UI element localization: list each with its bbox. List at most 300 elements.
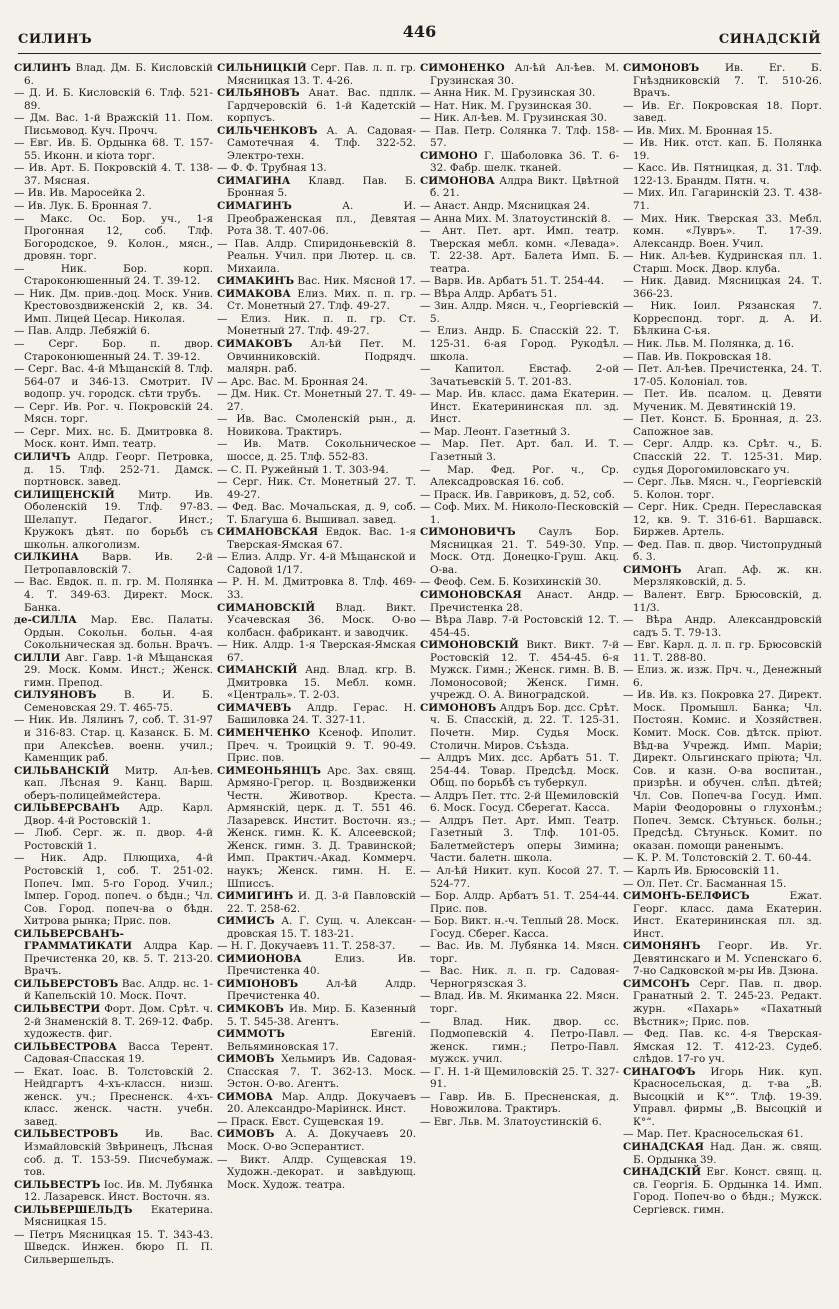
entry-surname: СИЛЬНИЦКІЙ: [217, 62, 307, 74]
entry-text: — Пав. Алдр. Спиридоньевскій 8. Реальн. Учил. при Лютер. ц. св. Михаила.: [217, 237, 416, 275]
directory-entry: [623, 852, 822, 865]
directory-entry: [623, 137, 822, 162]
directory-entry: [420, 639, 619, 702]
entry-surname: СИМИОНОВА: [217, 952, 302, 965]
directory-entry: [14, 200, 213, 213]
entry-text: Алдръ Бор. дсс. Срѣт. ч. Б. Спасскій, д. 22. Т. 125-31. Почетн. Мир. Судья Моск. Столичн. Миров. Съѣзда.: [430, 701, 619, 752]
entry-text: — Екат. Іоас. В. Толстовскій 2. Нейдгартъ 4-хъ-классн. низш. женск. уч.; Пресненск. 4-хъ-класс. женск. частн. учебн. завед.: [14, 1065, 213, 1128]
directory-entry: [420, 225, 619, 275]
directory-entry: [623, 940, 822, 978]
directory-entry: [217, 978, 416, 1003]
directory-entry: [14, 363, 213, 401]
entry-text: — Ол. Пет. Сг. Басманная 15.: [623, 877, 787, 890]
directory-entry: [217, 1053, 416, 1091]
entry-text: — Ив. Ег. Покровская 18. Порт. завед.: [623, 99, 822, 125]
entry-surname: СИМОВЪ: [217, 1128, 275, 1141]
entry-surname: СИМАКИНЪ: [217, 275, 295, 288]
entry-text: — Ник. Алдр. 1-я Тверская-Ямская 67.: [217, 639, 416, 664]
directory-entry: [420, 1091, 619, 1116]
entry-surname: СИМАКОВЪ: [217, 338, 293, 351]
entry-text: Анд. Влад. кгр. В. Дмитровка 15. Мебл. комн. «Централь». Т. 2-03.: [227, 664, 416, 702]
directory-entry: [217, 664, 416, 702]
entry-text: А. А. Докучаевъ 20. Моск. О-во Эсперантист.: [227, 1128, 416, 1154]
directory-entry: [623, 250, 822, 275]
directory-entry: [623, 890, 822, 940]
entry-text: — Серг. Алдр. кз. Срѣт. ч., Б. Спасскій 22. Т. 125-31. Мир. судья Дорогомиловскаго уч.: [623, 438, 822, 476]
entry-text: — Ив. Матв. Сокольническое шоссе, д. 25. Тлф. 552-83.: [217, 438, 416, 463]
entry-text: — Ив. Вас. Смоленскій рын., д. Новикова. Трактиръ.: [217, 413, 416, 438]
entry-text: — Пет. Ив. псалом. ц. Девяти Мученик. М. Девятинскій 19.: [623, 388, 822, 413]
entry-text: — Ал-ѣй Никит. куп. Косой 27. Т. 524-77.: [420, 865, 619, 890]
entry-text: — Алдръ Пет. ттс. 2-й Щемиловскій 6. Моск. Госуд. Сберегат. Касса.: [420, 789, 619, 815]
entry-text: Ал-ѣй Ал-ѣев. М. Грузинская 30.: [430, 62, 619, 87]
directory-entry: [14, 1128, 213, 1178]
directory-entry: [623, 878, 822, 891]
entry-text: — Серг. Льв. Мясн. ч., Георгіевскій 5. Колон. торг.: [623, 476, 822, 501]
entry-text: Вас. Алдр. нс. 1-й Капельскій 10. Моск. Почт.: [24, 977, 213, 1003]
directory-entry: [217, 702, 416, 727]
entry-text: Саулъ Бор. Мясницкая 21. Т. 549-30. Упр. Моск. Отд. Донецко-Груш. Акц. О-ва.: [430, 526, 619, 576]
entry-text: — Ник. Давид. Мясницкая 24. Т. 366-23.: [623, 275, 822, 300]
directory-entry: [420, 388, 619, 426]
entry-text: — Макс. Ос. Бор. уч., 1-я Прогонная 12, соб. Тлф. Богородское, 9. Колон., мясн., дровян. торг.: [14, 212, 213, 263]
entry-surname: СИЛЬВЕСТРОВА: [14, 1040, 117, 1053]
directory-entry: [217, 501, 416, 526]
entry-text: — Варв. Ив. Арбатъ 51. Т. 254-44.: [420, 275, 605, 288]
directory-entry: [420, 363, 619, 388]
entry-text: — Елиз. ж. изж. Прч. ч., Денежный 6.: [623, 664, 822, 689]
directory-entry: [217, 1028, 416, 1053]
entry-text: Алдра Кар. Пречистенка 20, кв. 5. Т. 213-20. Врачъ.: [24, 940, 213, 978]
entry-text: — Анна Мих. М. Златоустинскій 8.: [420, 212, 611, 225]
directory-entry: [623, 978, 822, 1028]
entry-text: Викт. Викт. 7-й Ростовскій 12. Т. 454-45. 6-я Мужск. Гимн.; Женск. гимн. В. В. Ломоносовой; Женск. Гимн. учрежд. О. А. Виноградской.: [430, 639, 619, 702]
entry-surname: СИМАНОВСКАЯ: [217, 526, 319, 539]
directory-entry: [217, 765, 416, 890]
entry-text: — Зин. Алдр. Мясн. ч., Георгіевскій 5.: [420, 300, 619, 325]
entry-text: — Евг. Льв. М. Златоустинскій 6.: [420, 1115, 602, 1128]
entry-text: — Елиз. Андр. Б. Спасскій 22. Т. 125-31. 6-ая Город. Рукодѣл. школа.: [420, 325, 619, 363]
directory-entry: [623, 639, 822, 664]
directory-entry: [217, 890, 416, 915]
directory-entry: [14, 978, 213, 1003]
directory-entry: [420, 87, 619, 100]
entry-text: — Люб. Серг. ж. п. двор. 4-й Ростовскій 1.: [14, 827, 213, 852]
header-rule: [18, 53, 821, 54]
directory-entry: [420, 426, 619, 439]
directory-entry: [420, 865, 619, 890]
entry-text: — Фед. Пав. п. двор. Чистопрудный б. 3.: [623, 538, 822, 564]
directory-entry: [14, 87, 213, 112]
directory-entry: [420, 890, 619, 915]
directory-entry: [14, 614, 213, 652]
entry-surname: СИМИГИНЪ: [217, 890, 294, 903]
entry-text: — Алдръ Пет. Арт. Имп. Театр. Газетный 3. Тлф. 101-05. Балетмейстеръ оперы Зимина; Части. балетн. школа.: [420, 814, 619, 865]
entry-surname: СИММОТЪ: [217, 1028, 285, 1041]
entry-text: Клавд. Пав. Б. Бронная 5.: [227, 174, 416, 200]
entry-text: Варв. Ив. 2-й Петропавловскій 7.: [24, 551, 213, 576]
entry-text: — Анаст. Андр. Мясницкая 24.: [420, 200, 590, 213]
entry-surname: СИЛИНЪ: [14, 62, 71, 74]
directory-entry: [420, 300, 619, 325]
entry-text: Влад. Дм. Б. Кисловскій 6.: [24, 62, 213, 87]
entry-text: Елиз. Ив. Пречистенка 40.: [227, 952, 416, 978]
entry-surname: СИМОНОВА: [420, 174, 495, 187]
entry-text: — Капитол. Евстаф. 2-ой Зачатьевскій 5. Т. 201-83.: [420, 363, 619, 388]
directory-entry: [217, 62, 416, 87]
column-3: [420, 62, 619, 1302]
entry-surname: СИМСОНЪ: [623, 977, 690, 990]
entry-text: — Серг. Вас. 4-й Мѣщанскій 8. Тлф. 564-07 и 346-13. Смотрит. IV водопр. уч. городск. сѣти трубъ.: [14, 363, 213, 401]
directory-entry: [14, 714, 213, 764]
entry-text: — Ник. Дм. прив.-доц. Моск. Унив. Крестовоздвиженскій 2, кв. 34. Имп. Лицей Цесар. Николая.: [14, 287, 213, 325]
directory-entry: [420, 125, 619, 150]
entry-text: И. Д. 3-й Павловскій 22. Т. 258-62.: [227, 890, 416, 915]
directory-entry: [623, 1028, 822, 1066]
entry-surname: СИЛЬЯНОВЪ: [217, 87, 300, 100]
entry-text: Хельмиръ Ив. Садовая-Спасская 7. Т. 362-13. Моск. Эстон. О-во. Агентъ.: [227, 1053, 416, 1091]
directory-entry: [14, 765, 213, 803]
directory-entry: [420, 275, 619, 288]
directory-entry: [14, 187, 213, 200]
entry-text: — Пет. Конст. Б. Бронная, д. 23. Сапожное зав.: [623, 413, 822, 438]
entry-text: — Мих. Ник. Тверская 33. Мебл. комн. «Лувръ». Т. 17-39. Александр. Воен. Учил.: [623, 212, 822, 250]
entry-text: — Мар. Пет. Арт. бал. И. Т. Газетный 3.: [420, 438, 619, 463]
entry-text: — Соф. Мих. М. Николо-Песковскій 1.: [420, 501, 619, 526]
entry-text: Мар. Алдр. Докучаевъ 20. Александро-Маріинск. Инст.: [227, 1090, 416, 1116]
entry-text: — Ив. Мих. М. Бронная 15.: [623, 124, 773, 137]
directory-entry: [623, 476, 822, 501]
directory-entry: [14, 1041, 213, 1066]
entry-text: Анат. Вас. пдплк. Гардчеровскій 6. 1-й Кадетскій корпусъ.: [227, 87, 416, 125]
directory-entry: [623, 125, 822, 138]
entry-surname: СИЛИЧЪ: [14, 450, 71, 463]
entry-text: — Пав. Алдр. Лебяжій 6.: [14, 325, 151, 338]
entry-text: Игорь Ник. куп. Красносельская, д. т-ва „В. Высоцкій и К°“. Тлф. 19-39. Управл. фирмы „В. Высоцкій и К°“.: [633, 1065, 822, 1128]
header-left-word: СИЛИНЪ: [18, 32, 93, 47]
directory-entry: [420, 325, 619, 363]
entry-text: Мар. Евс. Палаты. Ордын. Сокольн. больн. 4-ая Сокольническая зд. больн. Врачъ.: [24, 614, 213, 652]
entry-text: Серг. Пав. п. двор. Гранатный 2. Т. 245-23. Редакт. журн. «Пахарь» «Пахатный Вѣстник»; Прис. пов.: [633, 977, 822, 1028]
entry-surname: СИЛЬВЕРСТОВЪ: [14, 977, 119, 990]
entry-surname: СИЛЬВЕРСВАНЪ-ГРАММАТИКАТИ: [14, 927, 132, 953]
entry-text: — Нат. Ник. М. Грузинская 30.: [420, 99, 592, 112]
entry-surname: СИМОНЯНЪ: [623, 940, 701, 953]
entry-text: — Евг. Карл. д. л. п. гр. Брюсовскій 11. Т. 288-80.: [623, 639, 822, 664]
entry-text: Евгеній. Вельяминовская 17.: [227, 1028, 416, 1053]
entry-text: — Ив. Ив. Маросейка 2.: [14, 187, 146, 200]
entry-text: Ив. Вас. Измайловскій Звѣринецъ, Лѣсная соб. д. Т. 153-59. Писчебумаж. тов.: [24, 1128, 213, 1179]
directory-entry: [420, 915, 619, 940]
directory-entry: [623, 275, 822, 300]
directory-entry: [217, 1003, 416, 1028]
entry-text: Ив. Мир. Б. Казенный 5. Т. 545-38. Агентъ.: [227, 1003, 416, 1028]
entry-surname: СИМАГИНА: [217, 174, 291, 187]
directory-entry: [217, 125, 416, 163]
header-right-word: СИНАДСКІЙ: [718, 32, 821, 47]
directory-entry: [14, 62, 213, 87]
directory-entry: [420, 589, 619, 614]
entry-surname: СИЛИЩЕНСКІЙ: [14, 488, 115, 501]
directory-entry: [14, 338, 213, 363]
entry-text: — Касс. Ив. Пятницкая, д. 31. Тлф. 122-13. Брандм. Пятн. ч.: [623, 162, 822, 187]
entry-text: В. И. Б. Семеновская 29. Т. 465-75.: [24, 689, 213, 714]
entry-text: — Вас. Евдок. п. п. гр. М. Полянка 4. Т. 349-63. Директ. Моск. Банка.: [14, 576, 213, 614]
directory-entry: [623, 62, 822, 100]
entry-surname: СИМОНЪ-БЕЛФИСЪ: [623, 890, 750, 903]
entry-text: — Влад. Ник. двор. сс. Подмопевскій 4. Петро-Павл. женск. гимн.; Петро-Павл. мужск. учил.: [420, 1015, 619, 1066]
directory-entry: [217, 953, 416, 978]
entry-text: Алдр. Георг. Петровка, д. 15. Тлф. 252-71. Дамск. портновск. завед.: [24, 450, 213, 489]
directory-entry: [623, 187, 822, 212]
column-2: [217, 62, 416, 1302]
directory-entry: [217, 238, 416, 276]
directory-entry: [623, 162, 822, 187]
directory-entry: [420, 614, 619, 639]
column-4: [623, 62, 822, 1302]
entry-text: — Мар. Пет. Красносельская 61.: [623, 1128, 804, 1141]
entry-surname: СИМОНОВЪ: [623, 62, 700, 74]
entry-text: Евдок. Вас. 1-я Тверская-Ямская 67.: [227, 526, 416, 551]
directory-entry: [217, 526, 416, 551]
entry-text: Анаст. Андр. Пречистенка 28.: [430, 588, 619, 614]
directory-entry: [14, 802, 213, 827]
directory-entry: [217, 727, 416, 765]
directory-entry: [14, 288, 213, 326]
entry-surname: СИМАКОВА: [217, 287, 291, 300]
directory-entry: [14, 325, 213, 338]
entry-text: Ежат. Георг. класс. дама Екатерин. Инст. Екатерининская пл. зд. Инст.: [633, 890, 822, 940]
entry-text: — Викт. Алдр. Сущевская 19. Художн.-декорат. и завѣдующ. Моск. Худож. театра.: [217, 1153, 416, 1191]
entry-surname: СИМЕОНЬЯНЦЪ: [217, 764, 321, 777]
directory-entry: [623, 865, 822, 878]
entry-text: — Евг. Ив. Б. Ордынка 68. Т. 157-55. Иконн. и кіота торг.: [14, 137, 213, 162]
directory-entry: [14, 137, 213, 162]
entry-text: А. И. Преображенская пл., Девятая Рота 38. Т. 407-06.: [227, 200, 416, 238]
directory-entry: [623, 100, 822, 125]
entry-text: Георг. Ив. Уг. Девятинскаго и М. Успенскаго 6. 7-но Садковской м-ры Ив. Дзюна.: [633, 940, 822, 978]
page-number: 446: [402, 22, 437, 41]
directory-entry: [217, 1128, 416, 1153]
entry-text: — К. Р. М. Толстовскій 2. Т. 60-44.: [623, 852, 812, 865]
directory-entry: [217, 1091, 416, 1116]
entry-surname: СИНАГОФЪ: [623, 1065, 696, 1078]
entry-surname: СИМАГИНЪ: [217, 200, 292, 213]
directory-entry: [623, 213, 822, 251]
entry-text: Влад. Викт. Усачевская 36. Моск. О-во колбасн. фабрикант. и заводчик.: [227, 601, 416, 639]
entry-text: — Фед. Пав. кс. 4-я Тверская-Ямская 12. Т. 412-23. Судеб. слѣдов. 17-го уч.: [623, 1028, 822, 1066]
entry-text: — Ник. Іоил. Рязанская 7. Корреспонд. торг. д. А. И. Бѣлкина С-ья.: [623, 300, 822, 338]
directory-entry: [420, 501, 619, 526]
directory-entry: [420, 112, 619, 125]
entry-surname: СИЛЬВАНСКІЙ: [14, 764, 110, 777]
directory-entry: [420, 175, 619, 200]
entry-text: Адр. Карл. Двор. 4-й Ростовскій 1.: [24, 802, 213, 827]
directory-entry: [420, 1116, 619, 1129]
directory-entry: [217, 376, 416, 389]
entry-surname: СИЛЬЧЕНКОВЪ: [217, 124, 318, 137]
directory-entry: [217, 940, 416, 953]
entry-surname: СИЛЬВЕСТРИ: [14, 1003, 101, 1016]
directory-entry: [420, 464, 619, 489]
directory-entry: [623, 1166, 822, 1216]
entry-text: — Серг. Ник. Ст. Монетный 27. Т. 49-27.: [217, 476, 416, 501]
entry-text: Евг. Конст. свящ. ц. св. Георгія. Б. Ордынка 14. Имп. Город. Попеч-во о бѣдн.; Мужск. Сергіевск. гимн.: [633, 1166, 822, 1216]
entry-surname: СИМАЧЕВЪ: [217, 701, 292, 714]
entry-text: Васса Терент. Садовая-Спасская 19.: [24, 1040, 213, 1066]
directory-entry: [14, 426, 213, 451]
entry-surname: де-СИЛЛА: [14, 614, 77, 627]
entry-text: А. Г. Сущ. ч. Алексан-дровская 15. Т. 183-21.: [227, 915, 416, 940]
directory-entry: [217, 438, 416, 463]
entry-text: — Н. Г. Докучаевъ 11. Т. 258-37.: [217, 940, 396, 953]
entry-text: Форт. Дом. Срѣт. ч. 2-й Знаменскій 8. Т. 269-12. Фабр. художеств. фиг.: [24, 1003, 213, 1041]
entry-text: — Бор. Алдр. Арбатъ 51. Т. 254-44. Прис. пов.: [420, 890, 619, 915]
entry-surname: СИЛЬВЕРШЕЛЬДЪ: [14, 1203, 133, 1216]
entry-text: — С. П. Ружейный 1. Т. 303-94.: [217, 463, 389, 476]
directory-entry: [420, 100, 619, 113]
page-header: [18, 8, 821, 52]
directory-entry: [217, 313, 416, 338]
entry-text: — Ник. Ив. Лялинъ 7, соб. Т. 31-97 и 316-83. Стар. ц. Казанск. Б. М. при Алексѣев. военн. учил.; Каменщик раб.: [14, 714, 213, 765]
directory-entry: [217, 639, 416, 664]
entry-text: — Влад. Ив. М. Якиманка 22. Мясн. торг.: [420, 990, 619, 1016]
entry-text: Елиз. Мих. п. п. гр. Ст. Монетный 27. Тлф. 49-27.: [227, 287, 416, 313]
entry-text: Алдр. Герас. Н. Башиловка 24. Т. 327-11.: [227, 701, 416, 727]
directory-entry: [623, 363, 822, 388]
entry-text: — Гавр. Ив. Б. Пресненская, д. Новожилова. Трактиръ.: [420, 1090, 619, 1116]
directory-entry: [217, 551, 416, 576]
entry-surname: СИМОВЪ: [217, 1053, 275, 1066]
directory-entry: [623, 614, 822, 639]
directory-entry: [420, 150, 619, 175]
entry-surname: СИМЕНЧЕНКО: [217, 726, 311, 739]
directory-entry: [14, 827, 213, 852]
entry-surname: СИЛЬВЕСТРОВЪ: [14, 1128, 119, 1141]
entry-text: — Алдръ Мих. дсс. Арбатъ 51. Т. 254-44. Товар. Предсѣд. Моск. Общ. по борьбѣ съ туберкул.: [420, 752, 619, 790]
entry-text: Вас. Ник. Мясной 17.: [297, 275, 416, 288]
entry-surname: СИМОНОВИЧЪ: [420, 526, 516, 539]
directory-entry: [217, 1154, 416, 1192]
entry-text: Ал-ѣй Пет. М. Овчинниковскій. Подрядч. малярн. раб.: [227, 338, 416, 376]
entry-text: А. А. Садовая-Самотечная 4. Тлф. 322-52. Электро-техн.: [227, 124, 416, 162]
directory-entry: [420, 1016, 619, 1066]
entry-text: Агап. Аф. ж. кн. Мерзляковскій, д. 5.: [633, 563, 822, 589]
entry-text: — Пет. Ал-ѣев. Пречистенка, 24. Т. 17-05. Колоніал. тов.: [623, 363, 822, 388]
directory-entry: [217, 602, 416, 640]
directory-entry: [217, 915, 416, 940]
entry-text: — Вас. Ив. М. Лубянка 14. Мясн. торг.: [420, 940, 619, 965]
entry-surname: СИМОНО: [420, 149, 478, 162]
entry-surname: СИМОНОВСКАЯ: [420, 588, 522, 601]
directory-entry: [420, 213, 619, 226]
entry-text: — Ник. Ал-ѣев. Кудринская пл. 1. Старш. Моск. Двор. клуба.: [623, 250, 822, 275]
entry-surname: СИЛЛИ: [14, 651, 61, 664]
entry-text: — Дм. Ник. Ст. Монетный 27. Т. 49-27.: [217, 388, 416, 413]
directory-entry: [217, 275, 416, 288]
entry-text: — Петръ Мясницкая 15. Т. 343-43. Шведск. Инжен. бюро П. П. Сильвершельдъ.: [14, 1228, 213, 1266]
entry-text: — Мар. Фед. Рог. ч., Ср. Алексадровская 16. соб.: [420, 463, 619, 489]
directory-entry: [623, 338, 822, 351]
entry-text: — Г. Н. 1-й Щемиловскій 25. Т. 327-91.: [420, 1065, 619, 1091]
entry-text: — Мих. Ил. Гагаринскій 23. Т. 438-71.: [623, 187, 822, 213]
entry-text: Арс. Зах. свящ. Армяно-Грегор. ц. Воздвиженки Честн. Животвор. Креста. Армянскій, церк. д. Т. 551 46. Лазаревск. Инстит. Восточн. яз.; Женск. гимн. К. К. Алсеевской; Женск. гимн. З. Д. Травинской; Имп. Практич.-Акад. Коммерч. наукъ; Женск. гимн. Н. Е. Шписсъ.: [227, 764, 416, 890]
entry-text: — Елиз. Ник. п. п. гр. Ст. Монетный 27. Тлф. 49-27.: [217, 312, 416, 338]
entry-text: — Вас. Ник. л. п. гр. Садовая-Черногрязская 3.: [420, 965, 619, 990]
entry-surname: СИЛУЯНОВЪ: [14, 689, 97, 702]
entry-surname: СИМОВА: [217, 1090, 273, 1103]
directory-entry: [14, 652, 213, 690]
directory-entry: [217, 288, 416, 313]
directory-entry: [623, 539, 822, 564]
directory-entry: [14, 213, 213, 263]
directory-entry: [14, 1229, 213, 1267]
directory-entry: [217, 576, 416, 601]
entry-text: — Мар. Ив. класс. дама Екатерин. Инст. Екатерининская пл. зд. Инст.: [420, 388, 619, 426]
entry-text: — Пав. Петр. Солянка 7. Тлф. 158-57.: [420, 124, 619, 150]
directory-entry: [14, 576, 213, 614]
directory-entry: [623, 589, 822, 614]
directory-entry: [623, 1128, 822, 1141]
entry-surname: СИЛЬВЕСТРЪ: [14, 1178, 101, 1191]
entry-text: — Ив. Ив. кз. Покровка 27. Директ. Моск. Промышл. Банка; Чл. Постоян. Комис. и Хозяйствен. Комит. Моск. Сов. дѣтск. пріют. Вѣд-ва Учрежд. Имп. Маріи; Директ. Ольгинскаго пріюта; Чл. Сов. и казн. О-ва воспитан., призрѣн. и обучен. слѣп. дѣтей; Чл. Сов. Попеч-ва Госуд. Имп. Маріи Феодоровны о глухонѣм.; Попеч. Земск. Сѣтуньск. больн.; Предсѣд. Сѣтуньск. Комит. по оказан. помощи раненымъ.: [623, 689, 822, 852]
entry-text: Ксеноф. Иполит. Преч. ч. Троицкій 9. Т. 90-49. Прис. пов.: [227, 726, 416, 765]
entry-text: — Карлъ Ив. Брюсовскій 11.: [623, 865, 780, 877]
directory-entry: [14, 1003, 213, 1041]
directory-entry: [420, 576, 619, 589]
directory-entry: [420, 438, 619, 463]
directory-entry: [420, 940, 619, 965]
column-1: [14, 62, 213, 1302]
directory-entry: [14, 263, 213, 288]
directory-entry: [420, 526, 619, 576]
entry-text: — Серг. Мих. нс. Б. Дмитровка 8. Моск. конт. Имп. театр.: [14, 425, 213, 451]
entry-surname: СИМОНЕНКО: [420, 62, 505, 74]
entry-text: — Праск. Ив. Гавриковъ, д. 52, соб.: [420, 488, 615, 501]
entry-text: Митр. Ив. Оболенскій 19. Тлф. 97-83. Шелапут. Педагог. Инст.; Кружокъ дѣят. по борьбѣ съ школьн. алкоголизм.: [24, 488, 213, 551]
directory-entry: [217, 338, 416, 376]
directory-entry: [217, 388, 416, 413]
directory-entry: [14, 451, 213, 489]
directory-entry: [14, 551, 213, 576]
columns: [14, 62, 825, 1302]
entry-text: — Ив. Арт. Б. Покровскій 4. Т. 138-37. Мясная.: [14, 162, 213, 187]
directory-entry: [14, 112, 213, 137]
entry-text: — Феоф. Сем. Б. Козихинскій 30.: [420, 576, 602, 589]
directory-entry: [14, 689, 213, 714]
entry-text: — Серг. Ив. Рог. ч. Покровскій 24. Мясн. торг.: [14, 400, 213, 426]
entry-surname: СИМАНОВСКІЙ: [217, 601, 316, 614]
directory-entry: [420, 200, 619, 213]
entry-surname: СИМОНОВЪ: [420, 701, 497, 714]
directory-entry: [420, 990, 619, 1015]
entry-text: — Ант. Пет. арт. Имп. театр. Тверская мебл. комн. «Левада». Т. 22-38. Арт. Балета Имп. Б. театра.: [420, 225, 619, 275]
entry-text: — Анна Ник. М. Грузинская 30.: [420, 87, 596, 100]
directory-entry: [623, 564, 822, 589]
entry-surname: СИЛКИНА: [14, 551, 79, 564]
directory-entry: [420, 288, 619, 301]
entry-text: — Серг. Бор. п. двор. Староконюшенный 24. Т. 39-12.: [14, 338, 213, 363]
directory-entry: [420, 790, 619, 815]
entry-text: — Ник. Бор. корп. Староконюшенный 24. Т. 39-12.: [14, 262, 213, 288]
directory-entry: [14, 1204, 213, 1229]
directory-entry: [217, 87, 416, 125]
directory-entry: [420, 965, 619, 990]
entry-text: — Ив. Лук. Б. Бронная 7.: [14, 200, 152, 213]
entry-text: — Серг. Ник. Средн. Переславская 12, кв. 9. Т. 316-61. Варшавск. Биржев. Артель.: [623, 501, 822, 539]
entry-text: Ив. Ег. Б. Гнѣздниковскій 7. Т. 510-26. Врачъ.: [633, 62, 822, 100]
entry-text: — Д. И. Б. Кисловскій 6. Тлф. 521-89.: [14, 87, 213, 112]
